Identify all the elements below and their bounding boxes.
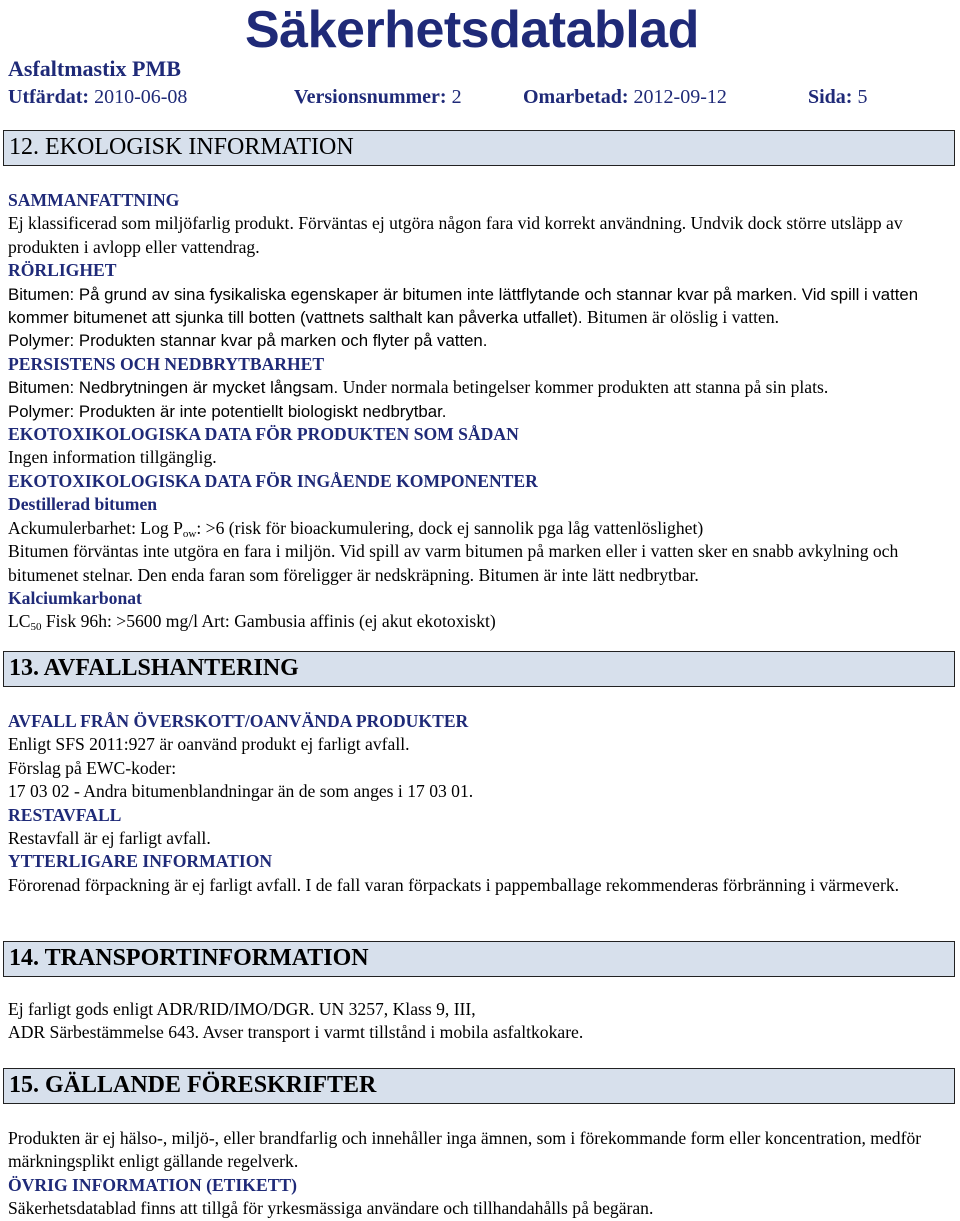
revised-date: 2012-09-12 xyxy=(633,86,727,108)
rorlighet-text: Bitumen: På grund av sina fysikaliska egenskaper är bitumen inte lättflytande och stannar kvar på marken. Vid spill i vatten kommer bitumenet att sjunka till botten (vattnets salthalt kan påverka utfallet). Bitumen är olöslig i vatten. xyxy=(8,284,919,328)
page-field: Sida: 5 xyxy=(808,86,868,108)
sammanfattning-text: Ej klassificerad som miljöfarlig produkt. Förväntas ej utgöra någon fara vid korrekt användning. Undvik dock större utsläpp av produkten i avlopp eller vattendrag. xyxy=(8,213,903,257)
restavfall-heading: RESTAVFALL xyxy=(8,804,122,825)
kalciumkarbonat-heading: Kalciumkarbonat xyxy=(8,587,142,608)
page-number: 5 xyxy=(857,86,868,108)
ekotox-product-text: Ingen information tillgänglig. xyxy=(8,447,217,468)
ytterligare-text: Förorenad förpackning är ej farligt avfall. I de fall varan förpackats i pappemballage rekommenderas förbränning i värmeverk. xyxy=(8,874,900,895)
section-13-title: 13. AVFALLSHANTERING xyxy=(3,651,955,687)
issued-date: 2010-06-08 xyxy=(94,86,188,108)
restavfall-text: Restavfall är ej farligt avfall. xyxy=(8,828,211,849)
avfall-text-1: Enligt SFS 2011:927 är oanvänd produkt ej farligt avfall. xyxy=(8,734,410,755)
destillerad-bitumen-text: Bitumen förväntas inte utgöra en fara i miljön. Vid spill av varm bitumen på marken eller i vatten sker en snabb avkylning och bitumenet stelnar. Den enda faran som föreligger är nedskräpning. Bitumen är inte lätt nedbrytbar. xyxy=(8,541,899,585)
persistens-polymer-text: Polymer: Produkten är inte potentiellt biologiskt nedbrytbar. xyxy=(8,401,447,421)
transport-text-1: Ej farligt gods enligt ADR/RID/IMO/DGR. UN 3257, Klass 9, III, xyxy=(8,999,476,1019)
ytterligare-heading: YTTERLIGARE INFORMATION xyxy=(8,851,273,872)
avfall-text-3: 17 03 02 - Andra bitumenblandningar än de som anges i 17 03 01. xyxy=(8,781,474,802)
avfall-text-2: Förslag på EWC-koder: xyxy=(8,757,177,778)
section-12-body xyxy=(8,189,953,634)
ackumulerbarhet-text: Ackumulerbarhet: Log $P_{ow}$: >6 (risk för bioackumulering, dock ej sannolik pga låg vattenlöslighet) xyxy=(8,517,704,540)
ovrig-information-heading: ÖVRIG INFORMATION (ETIKETT) xyxy=(8,1174,298,1195)
rorlighet-heading: RÖRLIGHET xyxy=(8,260,117,281)
section-14-title: 14. TRANSPORTINFORMATION xyxy=(3,941,955,977)
destillerad-bitumen-heading: Destillerad bitumen xyxy=(8,494,158,515)
revised-field: Omarbetad: 2012-09-12 xyxy=(523,86,727,108)
section-13-body xyxy=(8,710,953,897)
transport-text-2: ADR Särbestämmelse 643. Avser transport i varmt tillstånd i mobila asfaltkokare. xyxy=(8,1022,584,1043)
ekotox-components-heading: EKOTOXIKOLOGISKA DATA FÖR INGÅENDE KOMPONENTER xyxy=(8,470,538,491)
document-title: Säkerhetsdatablad xyxy=(245,1,699,59)
section-15-body xyxy=(8,1127,953,1221)
rorlighet-polymer-text: Polymer: Produkten stannar kvar på marken och flyter på vatten. xyxy=(8,331,488,351)
persistens-heading: PERSISTENS OCH NEDBRYTBARHET xyxy=(8,353,325,374)
version-number: 2 xyxy=(451,86,462,108)
section-15-title: 15. GÄLLANDE FÖRESKRIFTER xyxy=(3,1068,955,1104)
section-14-body xyxy=(8,998,953,1045)
lc50-text: $LC_{50}$ Fisk 96h: >5600 mg/l Art: Gambusia affinis (ej akut ekotoxiskt) xyxy=(8,611,496,634)
ovrig-information-text: Säkerhetsdatablad finns att tillgå för yrkesmässiga användare och tillhandahålls på begäran. xyxy=(8,1198,654,1219)
ekotox-product-heading: EKOTOXIKOLOGISKA DATA FÖR PRODUKTEN SOM SÅDAN xyxy=(8,424,519,445)
section-12-title: 12. EKOLOGISK INFORMATION xyxy=(3,130,955,166)
company-name: Asfaltmastix PMB xyxy=(8,56,181,81)
foreskrifter-text: Produkten är ej hälso-, miljö-, eller brandfarlig och innehåller inga ämnen, som i förekommande form eller koncentration, medför märkningsplikt enligt gällande regelverk. xyxy=(8,1128,922,1172)
avfall-heading: AVFALL FRÅN ÖVERSKOTT/OANVÄNDA PRODUKTER xyxy=(8,711,469,731)
issued-field: Utfärdat: 2010-06-08 xyxy=(8,86,188,108)
version-field: Versionsnummer: 2 xyxy=(294,86,462,108)
sammanfattning-heading: SAMMANFATTNING xyxy=(8,190,180,210)
persistens-text: Bitumen: Nedbrytningen är mycket långsam. Under normala betingelser kommer produkten att stanna på sin plats. xyxy=(8,377,829,398)
